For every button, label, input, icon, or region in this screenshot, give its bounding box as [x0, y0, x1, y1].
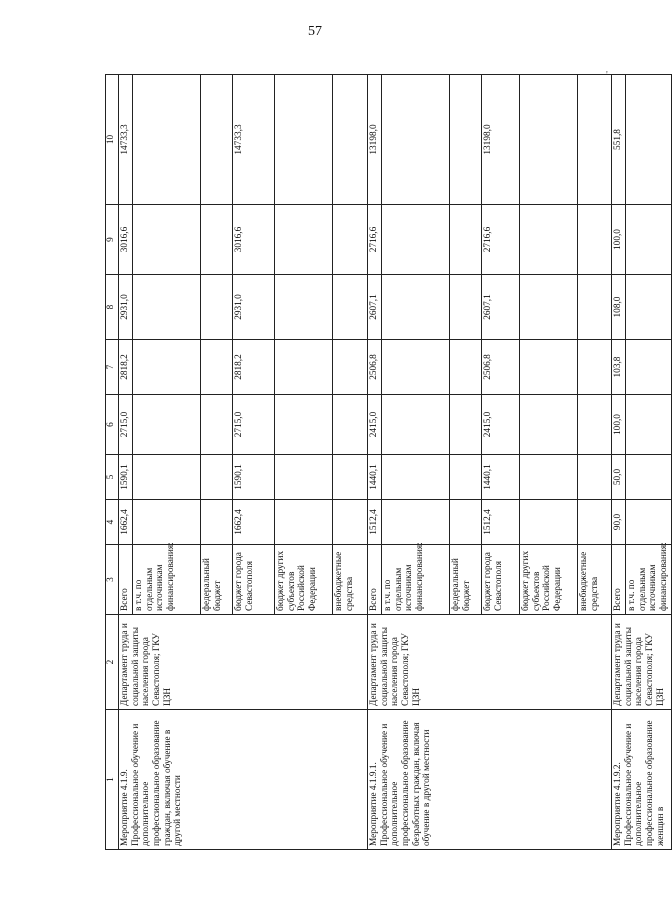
table-body [119, 75, 672, 850]
funding-source: в т.ч. по отдельным источникам финансирования: [382, 545, 450, 615]
column-header: 5 [106, 455, 119, 500]
value-cell [626, 455, 672, 500]
value-cell: 1512,4 [368, 500, 382, 545]
value-cell [520, 395, 578, 455]
value-cell: 1662,4 [119, 500, 133, 545]
value-cell [382, 395, 450, 455]
value-cell [333, 340, 368, 395]
value-cell [450, 75, 482, 205]
value-cell: 1662,4 [233, 500, 275, 545]
value-cell [626, 205, 672, 275]
value-cell [275, 455, 333, 500]
value-cell [520, 455, 578, 500]
value-cell [450, 455, 482, 500]
value-cell [333, 75, 368, 205]
value-cell [578, 340, 612, 395]
value-cell: 3016,6 [233, 205, 275, 275]
value-cell [382, 455, 450, 500]
margin-mark: ' [606, 70, 608, 81]
value-cell [382, 275, 450, 340]
funding-source: бюджет города Севастополя [482, 545, 520, 615]
value-cell [201, 205, 233, 275]
value-cell: 2818,2 [119, 340, 133, 395]
funding-source: в т.ч. по отдельным источникам финансирования: [626, 545, 672, 615]
funding-table [105, 74, 672, 850]
value-cell [275, 500, 333, 545]
value-cell [201, 275, 233, 340]
value-cell: 90,0 [612, 500, 626, 545]
value-cell: 2715,0 [119, 395, 133, 455]
rotated-page-content [105, 75, 670, 850]
value-cell [450, 275, 482, 340]
value-cell [275, 395, 333, 455]
column-header: 10 [106, 75, 119, 205]
value-cell [133, 275, 201, 340]
funding-source: бюджет города Севастополя [233, 545, 275, 615]
measure-name: Мероприятие 4.1.9.2. Профессиональное обучение и дополнительное профессиональное образование женщин в [612, 710, 672, 850]
value-cell [578, 455, 612, 500]
value-cell [201, 500, 233, 545]
value-cell: 2506,8 [482, 340, 520, 395]
value-cell: 103,8 [612, 340, 626, 395]
value-cell: 2716,6 [482, 205, 520, 275]
funding-source: бюджет других субъектов Российской Федерации [275, 545, 333, 615]
funding-source: бюджет других субъектов Российской Федерации [520, 545, 578, 615]
value-cell [520, 275, 578, 340]
column-header: 1 [106, 710, 119, 850]
value-cell [450, 340, 482, 395]
value-cell [520, 500, 578, 545]
value-cell: 551,8 [612, 75, 626, 205]
value-cell [333, 275, 368, 340]
column-header: 9 [106, 205, 119, 275]
funding-source: федеральный бюджет [450, 545, 482, 615]
value-cell: 13198,0 [368, 75, 382, 205]
column-header: 7 [106, 340, 119, 395]
value-cell [133, 455, 201, 500]
value-cell [578, 75, 612, 205]
value-cell [382, 75, 450, 205]
value-cell: 108,0 [612, 275, 626, 340]
value-cell [382, 205, 450, 275]
value-cell: 2607,1 [368, 275, 382, 340]
value-cell [578, 275, 612, 340]
measure-name: Мероприятие 4.1.9. Профессиональное обучение и дополнительное профессиональное образование граждан, включая обучение в другой местности [119, 710, 368, 850]
value-cell: 2818,2 [233, 340, 275, 395]
funding-source: Всего [612, 545, 626, 615]
value-cell: 100,0 [612, 395, 626, 455]
value-cell [382, 340, 450, 395]
value-cell [275, 75, 333, 205]
funding-source: Всего [368, 545, 382, 615]
table-row [612, 75, 626, 850]
page-number: 57 [308, 24, 322, 39]
funding-source: внебюджетные средства [333, 545, 368, 615]
column-header: 3 [106, 545, 119, 615]
measure-name: Мероприятие 4.1.9.1. Профессиональное обучение и дополнительное профессиональное образование безработных граждан, включая обучение в другой местности [368, 710, 612, 850]
value-cell [520, 205, 578, 275]
value-cell [520, 340, 578, 395]
value-cell [578, 395, 612, 455]
value-cell [450, 205, 482, 275]
value-cell [626, 340, 672, 395]
value-cell [333, 455, 368, 500]
column-header: 8 [106, 275, 119, 340]
value-cell [201, 75, 233, 205]
value-cell [626, 500, 672, 545]
table-row [368, 75, 382, 850]
value-cell [578, 500, 612, 545]
value-cell: 14733,3 [233, 75, 275, 205]
value-cell: 1590,1 [119, 455, 133, 500]
value-cell [201, 340, 233, 395]
value-cell [626, 395, 672, 455]
value-cell [133, 205, 201, 275]
value-cell [333, 395, 368, 455]
value-cell: 2506,8 [368, 340, 382, 395]
executor-name: Департамент труда и социальной защиты населения города Севастополя; ГКУ ЦЗН [612, 615, 672, 710]
executor-name: Департамент труда и социальной защиты населения города Севастополя; ГКУ ЦЗН [119, 615, 368, 710]
value-cell [133, 500, 201, 545]
table-row [119, 75, 133, 850]
value-cell [133, 75, 201, 205]
value-cell: 50,0 [612, 455, 626, 500]
value-cell: 2607,1 [482, 275, 520, 340]
funding-source: федеральный бюджет [201, 545, 233, 615]
value-cell [133, 395, 201, 455]
column-header: 2 [106, 615, 119, 710]
value-cell [333, 500, 368, 545]
value-cell [201, 395, 233, 455]
value-cell [275, 275, 333, 340]
value-cell: 2931,0 [233, 275, 275, 340]
column-number-row [106, 75, 119, 850]
value-cell [578, 205, 612, 275]
value-cell: 1440,1 [368, 455, 382, 500]
value-cell: 2716,6 [368, 205, 382, 275]
value-cell [626, 75, 672, 205]
column-header: 6 [106, 395, 119, 455]
value-cell: 100,0 [612, 205, 626, 275]
value-cell: 13198,0 [482, 75, 520, 205]
value-cell: 1590,1 [233, 455, 275, 500]
value-cell [275, 340, 333, 395]
funding-source: Всего [119, 545, 133, 615]
value-cell: 2415,0 [482, 395, 520, 455]
executor-name: Департамент труда и социальной защиты населения города Севастополя; ГКУ ЦЗН [368, 615, 612, 710]
value-cell: 3016,6 [119, 205, 133, 275]
value-cell: 1440,1 [482, 455, 520, 500]
value-cell: 2715,0 [233, 395, 275, 455]
column-header: 4 [106, 500, 119, 545]
value-cell: 14733,3 [119, 75, 133, 205]
value-cell [382, 500, 450, 545]
value-cell [333, 205, 368, 275]
value-cell: 2931,0 [119, 275, 133, 340]
value-cell [450, 395, 482, 455]
value-cell [450, 500, 482, 545]
value-cell: 2415,0 [368, 395, 382, 455]
funding-source: внебюджетные средства [578, 545, 612, 615]
funding-source: в т.ч. по отдельным источникам финансирования: [133, 545, 201, 615]
value-cell [520, 75, 578, 205]
value-cell [626, 275, 672, 340]
value-cell [133, 340, 201, 395]
value-cell: 1512,4 [482, 500, 520, 545]
value-cell [275, 205, 333, 275]
value-cell [201, 455, 233, 500]
